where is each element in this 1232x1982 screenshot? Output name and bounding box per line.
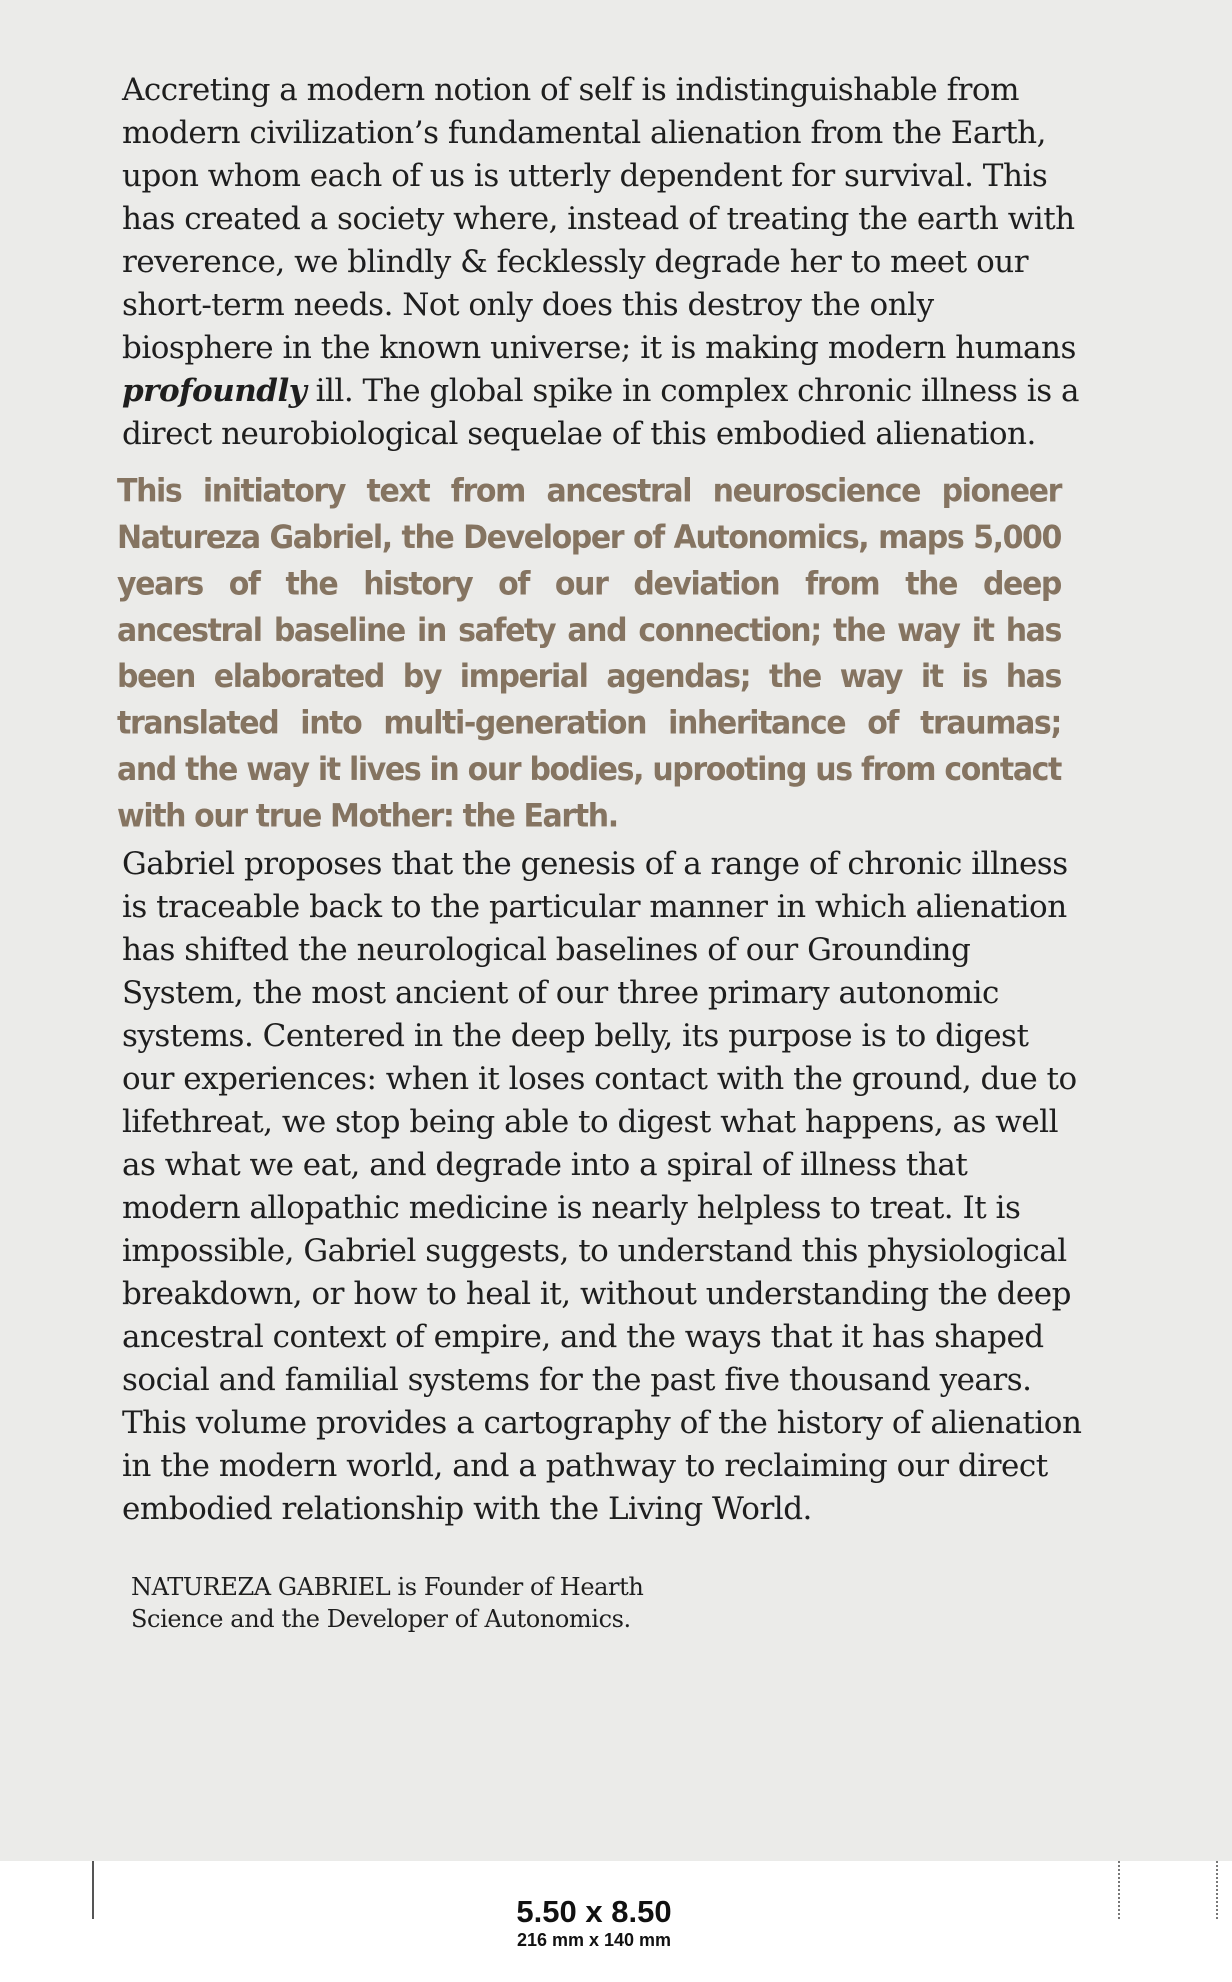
intro-text-before-emphasis: Accreting a modern notion of self is indistinguishable from modern civilization’s fundamental alienation from the Earth, upon whom each of us is utterly dependent for survival. This has created a society where, instead of treating the earth with reverence, we blindly & fecklessly degrade her to meet our short-term needs. Not only does this destroy the only biosphere in the known universe; it is making modern humans: [122, 72, 1076, 366]
intro-paragraph: [122, 69, 1084, 456]
blurb-heading: This initiatory text from ancestral neuroscience pioneer Natureza Gabriel, the Developer of Autonomics, maps 5,000 years of the history of our deviation from the deep ancestral baseline in safety and connection; the way it has been elaborated by imperial agendas; the way it is has translated into multi-generation inheritance of traumas; and the way it lives in our bodies, uprooting us from contact with our true Mother: the Earth.: [117, 472, 1061, 836]
body-paragraph: Gabriel proposes that the genesis of a range of chronic illness is traceable back to the particular manner in which alienation has shifted the neurological baselines of our Grounding System, the most ancient of our three primary autonomic systems. Centered in the deep belly, its purpose is to digest our experiences: when it loses contact with the ground, due to lifethreat, we stop being able to digest what happens, as well as what we eat, and degrade into a spiral of illness that modern allopathic medicine is nearly helpless to treat. It is impossible, Gabriel suggests, to understand this physiological breakdown, or how to heal it, without understanding the deep ancestral context of empire, and the ways that it has shaped social and familial systems for the past five thousand years. This volume provides a cartography of the history of alienation in the modern world, and a pathway to reclaiming our direct embodied relationship with the Living World.: [122, 846, 1082, 1527]
intro-text-after-emphasis: ill. The global spike in complex chronic illness is a direct neurobiological sequelae of this embodied alienation.: [122, 373, 1079, 452]
author-bio: NATUREZA GABRIEL is Founder of Hearth Science and the Developer of Autonomics.: [131, 1573, 644, 1633]
trim-mark-right-outer: [1216, 1861, 1218, 1919]
trim-size-inches: 5.50 x 8.50: [516, 1894, 672, 1929]
trim-size-mm: 216 mm x 140 mm: [516, 1930, 672, 1950]
intro-emphasis: profoundly: [122, 373, 307, 409]
